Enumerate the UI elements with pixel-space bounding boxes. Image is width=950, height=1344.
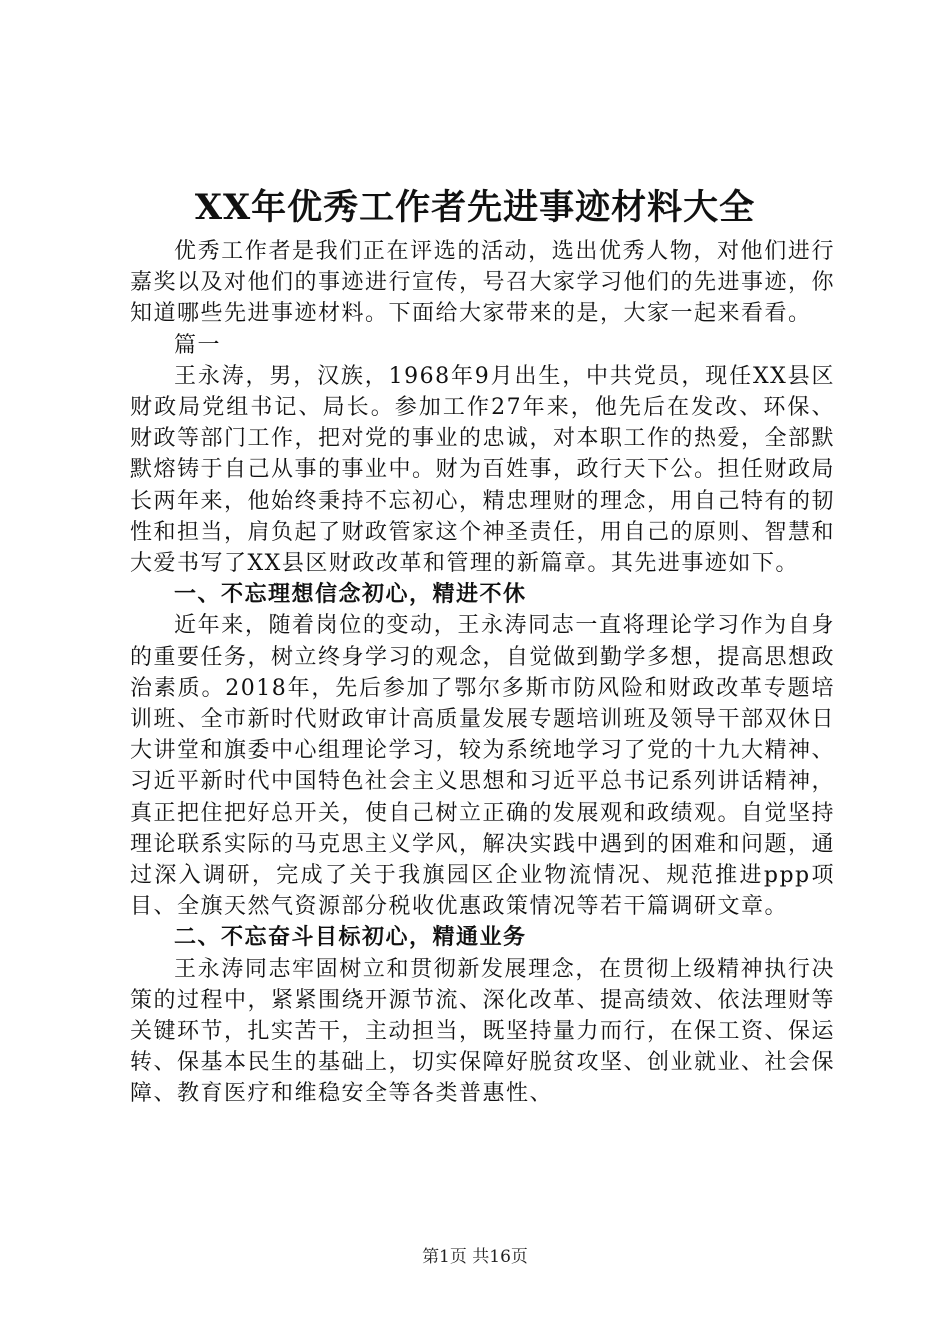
paragraph-section-1: 近年来，随着岗位的变动，王永涛同志一直将理论学习作为自身的重要任务，树立终身学习的观念，自觉做到勤学多想，提高思想政治素质。2018年，先后参加了鄂尔多斯市防风险和财政改革专题培训班、全市新时代财政审计高质量发展专题培训班及领导干部双休日大讲堂和旗委中心组理论学习，较为系统地学习了党的十九大精神、习近平新时代中国特色社会主义思想和习近平总书记系列讲话精神，真正把住把好总开关，使自己树立正确的发展观和政绩观。自觉坚持理论联系实际的马克思主义学风，解决实践中遇到的困难和问题，通过深入调研，完成了关于我旗园区企业物流情况、规范推进ppp项目、全旗天然气资源部分税收优惠政策情况等若干篇调研文章。 <box>130 613 836 920</box>
section-heading-1: 一、不忘理想信念初心，精进不休 <box>174 581 527 608</box>
document-body <box>130 236 835 1110</box>
page-number-footer: 第1页 共16页 <box>422 1247 528 1267</box>
paragraph-section-2: 王永涛同志牢固树立和贯彻新发展理念，在贯彻上级精神执行决策的过程中，紧紧围绕开源节流、深化改革、提高绩效、依法理财等关键环节，扎实苦干，主动担当，既坚持量力而行，在保工资、保运转、保基本民生的基础上，切实保障好脱贫攻坚、创业就业、社会保障、教育医疗和维稳安全等各类普惠性、 <box>130 956 836 1107</box>
section-heading-2: 二、不忘奋斗目标初心，精通业务 <box>174 924 527 951</box>
paragraph-profile: 王永涛，男，汉族，1968年9月出生，中共党员，现任XX县区财政局党组书记、局长。参加工作27年来，他先后在发改、环保、财政等部门工作，把对党的事业的忠诚，对本职工作的热爱，全部默默熔铸于自己从事的事业中。财为百姓事，政行天下公。担任财政局长两年来，他始终秉持不忘初心，精忠理财的理念，用自己特有的韧性和担当，肩负起了财政管家这个神圣责任，用自己的原则、智慧和大爱书写了XX县区财政改革和管理的新篇章。其先进事迹如下。 <box>130 363 836 577</box>
paragraph-section-label: 篇一 <box>174 332 222 358</box>
paragraph-intro: 优秀工作者是我们正在评选的活动，选出优秀人物，对他们进行嘉奖以及对他们的事迹进行宣传，号召大家学习他们的先进事迹，你知道哪些先进事迹材料。下面给大家带来的是，大家一起来看看。 <box>130 239 836 327</box>
document-title: XX年优秀工作者先进事迹材料大全 <box>194 187 756 228</box>
